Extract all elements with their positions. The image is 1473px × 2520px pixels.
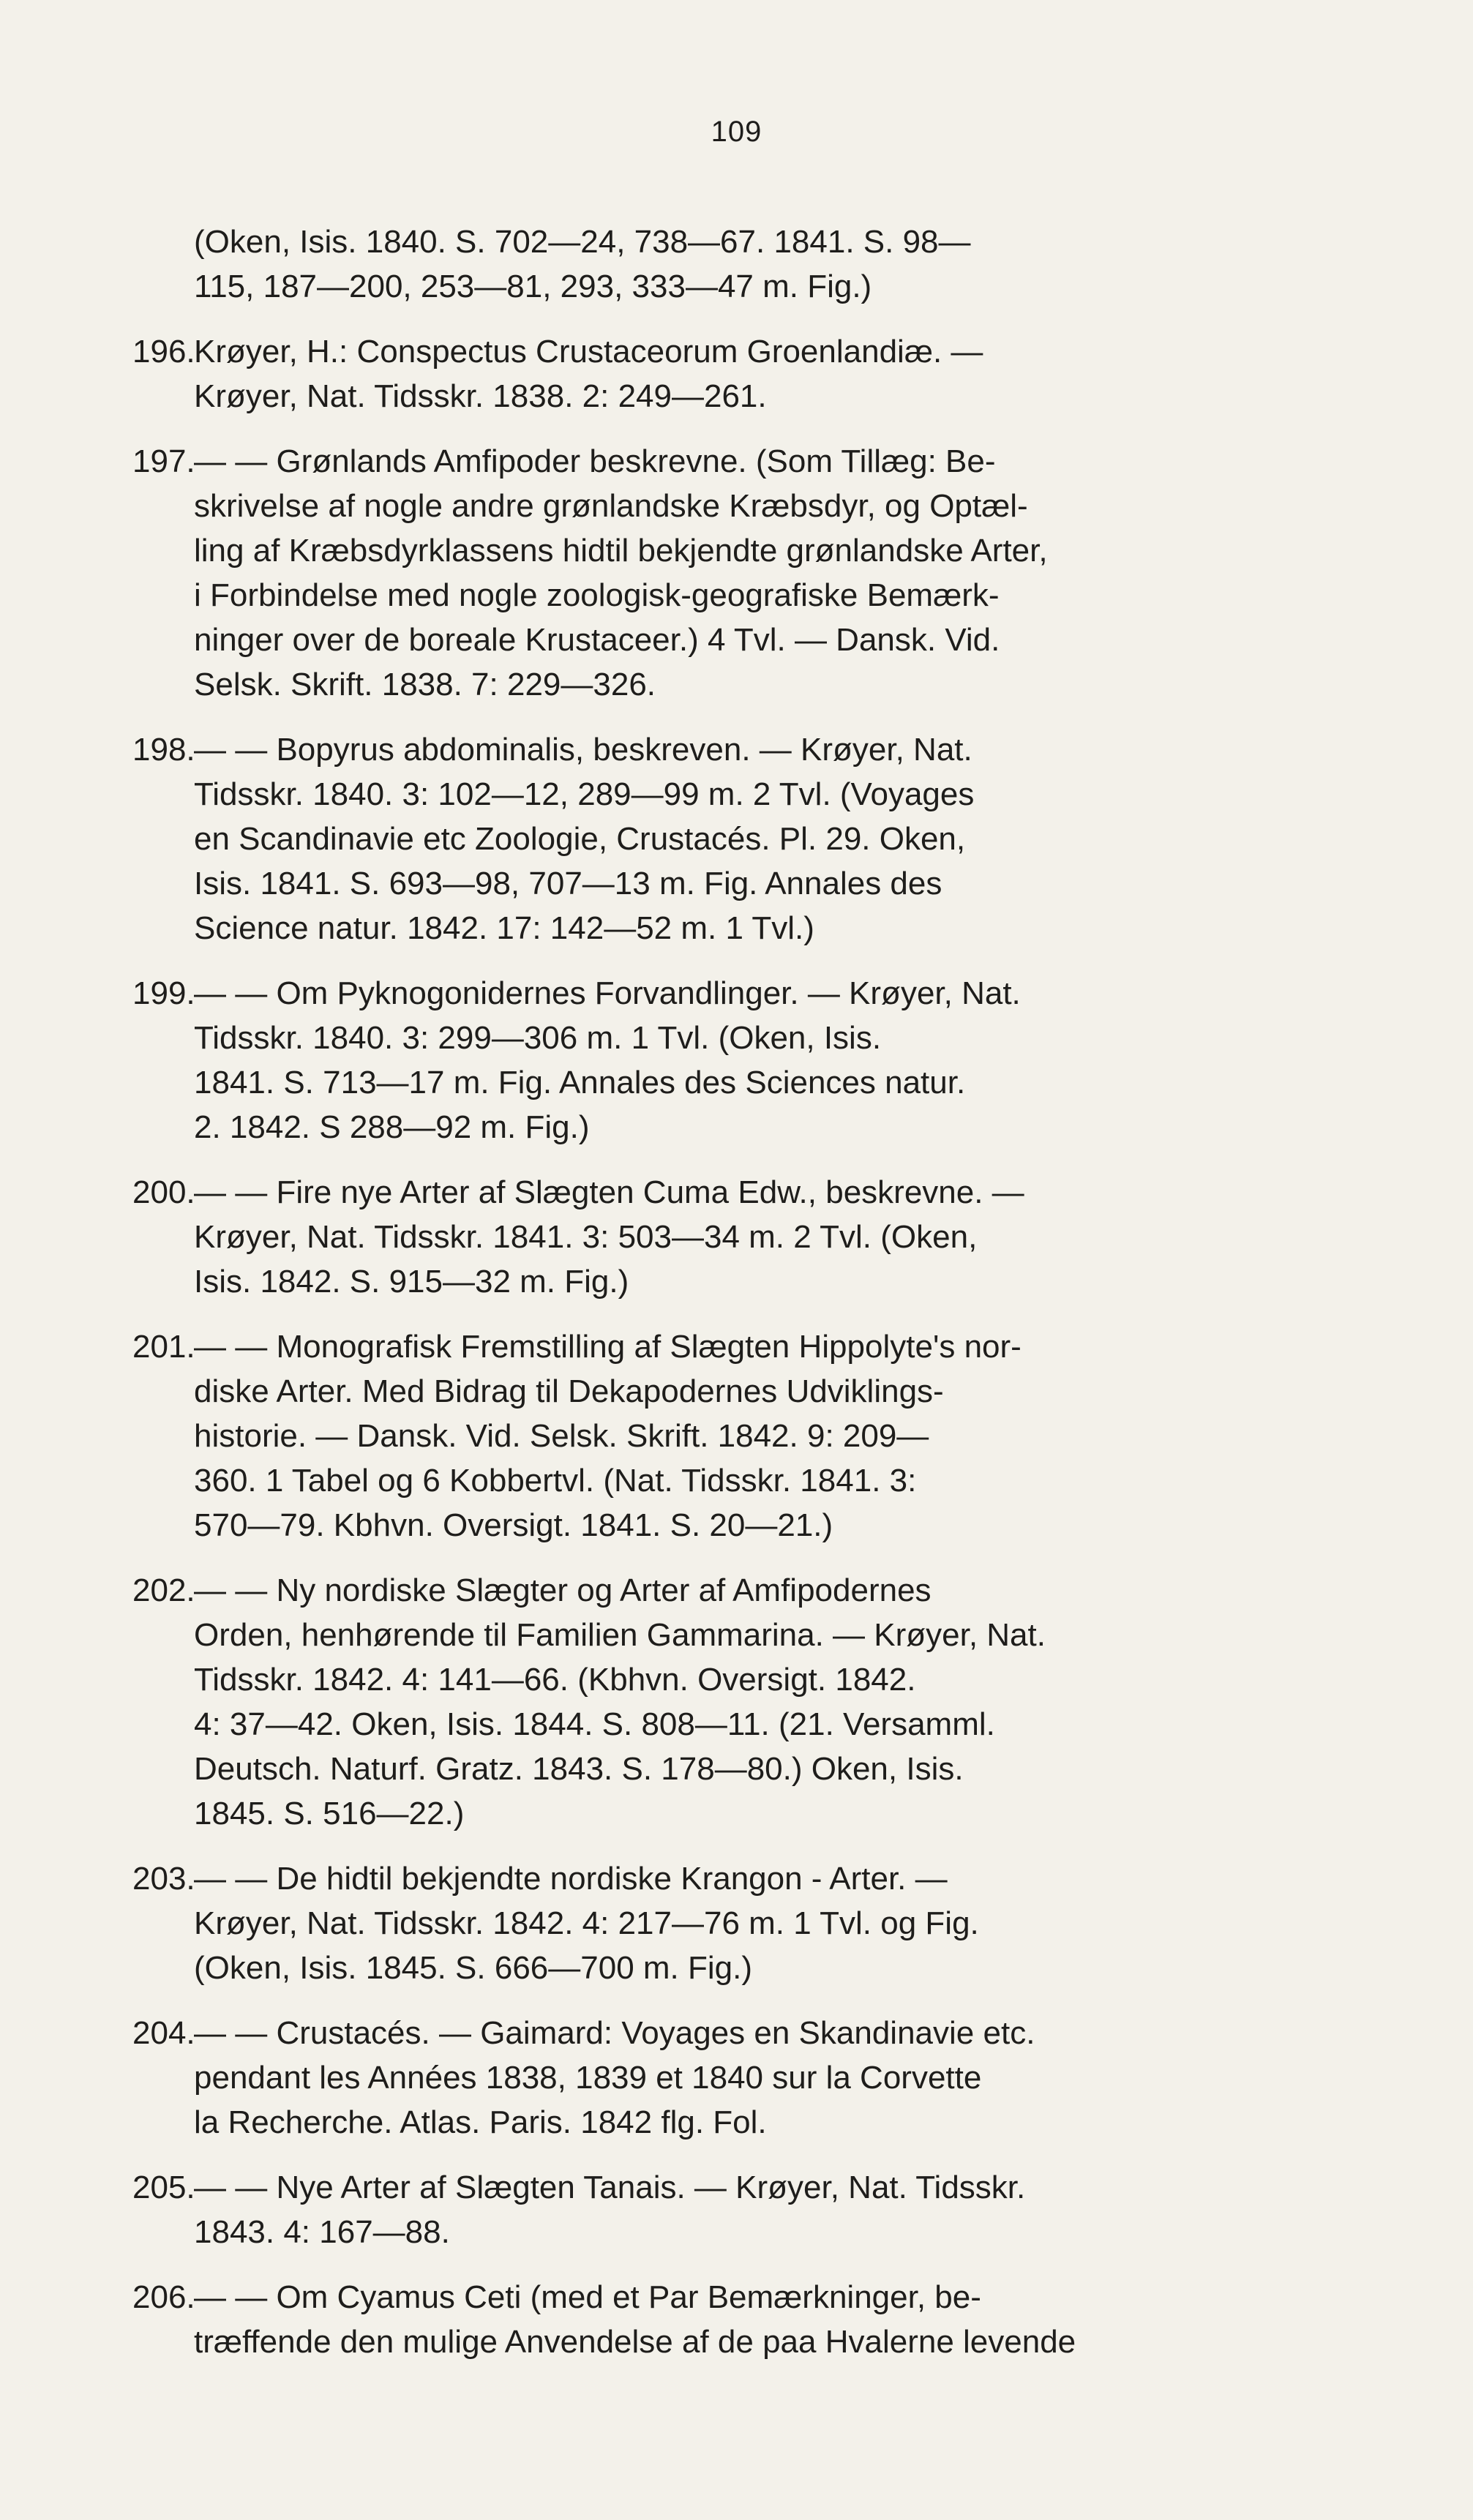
entry-line: 1841. S. 713—17 m. Fig. Annales des Sciences natur. [194, 1065, 966, 1100]
entry-number: 199. [132, 975, 195, 1011]
bibliography-list [132, 220, 1268, 2364]
entry-line: la Recherche. Atlas. Paris. 1842 flg. Fol. [194, 2104, 767, 2140]
bibliography-entry [132, 727, 1268, 950]
entry-number: 206. [132, 2279, 195, 2315]
bibliography-entry [132, 1568, 1268, 1836]
bibliography-entry [132, 439, 1268, 707]
entry-line: diske Arter. Med Bidrag til Dekapodernes Udviklings- [194, 1373, 944, 1409]
entry-number: 198. [132, 732, 195, 768]
entry-line: historie. — Dansk. Vid. Selsk. Skrift. 1842. 9: 209— [194, 1418, 929, 1454]
entry-line: (Oken, Isis. 1845. S. 666—700 m. Fig.) [194, 1950, 752, 1986]
bibliography-entry [132, 2275, 1268, 2364]
entry-line: Tidsskr. 1842. 4: 141—66. (Kbhvn. Oversigt. 1842. [194, 1662, 916, 1698]
bibliography-entry [132, 1856, 1268, 1990]
entry-line: 570—79. Kbhvn. Oversigt. 1841. S. 20—21.) [194, 1507, 833, 1543]
entry-line: — — Crustacés. — Gaimard: Voyages en Skandinavie etc. [194, 2015, 1035, 2051]
entry-line: (Oken, Isis. 1840. S. 702—24, 738—67. 1841. S. 98— [194, 224, 971, 260]
entry-number: 196. [132, 334, 195, 370]
entry-line: 4: 37—42. Oken, Isis. 1844. S. 808—11. (21. Versamml. [194, 1706, 995, 1742]
bibliography-entry [132, 329, 1268, 419]
entry-number: 204. [132, 2015, 195, 2051]
entry-line: træffende den mulige Anvendelse af de paa Hvalerne levende [194, 2324, 1076, 2360]
entry-number: 202. [132, 1572, 195, 1608]
entry-line: i Forbindelse med nogle zoologisk-geografiske Bemærk- [194, 577, 1000, 613]
entry-line: — — Monografisk Fremstilling af Slægten Hippolyte's nor- [194, 1329, 1022, 1365]
bibliography-entry [132, 1324, 1268, 1548]
entry-line: — — Om Cyamus Ceti (med et Par Bemærkninger, be- [194, 2279, 981, 2315]
entry-line: Krøyer, Nat. Tidsskr. 1842. 4: 217—76 m. 1 Tvl. og Fig. [194, 1905, 979, 1941]
entry-line: pendant les Années 1838, 1839 et 1840 sur la Corvette [194, 2060, 982, 2096]
entry-line: skrivelse af nogle andre grønlandske Kræbsdyr, og Optæl- [194, 488, 1028, 524]
entry-line: 1845. S. 516—22.) [194, 1796, 465, 1831]
entry-line: — — Om Pyknogonidernes Forvandlinger. — Krøyer, Nat. [194, 975, 1021, 1011]
entry-line: — — De hidtil bekjendte nordiske Krangon - Arter. — [194, 1861, 948, 1897]
entry-line: Krøyer, Nat. Tidsskr. 1841. 3: 503—34 m. 2 Tvl. (Oken, [194, 1219, 978, 1255]
entry-line: ling af Kræbsdyrklassens hidtil bekjendte grønlandske Arter, [194, 533, 1048, 569]
entry-line: Krøyer, Nat. Tidsskr. 1838. 2: 249—261. [194, 378, 767, 414]
entry-line: 360. 1 Tabel og 6 Kobbertvl. (Nat. Tidsskr. 1841. 3: [194, 1463, 917, 1499]
entry-line: Isis. 1841. S. 693—98, 707—13 m. Fig. Annales des [194, 866, 942, 901]
bibliography-entry [132, 2011, 1268, 2145]
entry-line: Science natur. 1842. 17: 142—52 m. 1 Tvl.) [194, 910, 814, 946]
entry-line: Tidsskr. 1840. 3: 299—306 m. 1 Tvl. (Oken, Isis. [194, 1020, 882, 1056]
entry-line: Isis. 1842. S. 915—32 m. Fig.) [194, 1264, 629, 1300]
entry-line: Tidsskr. 1840. 3: 102—12, 289—99 m. 2 Tvl. (Voyages [194, 776, 975, 812]
entry-line: Selsk. Skrift. 1838. 7: 229—326. [194, 667, 656, 702]
entry-line: Deutsch. Naturf. Gratz. 1843. S. 178—80.) Oken, Isis. [194, 1751, 964, 1787]
entry-line: — — Ny nordiske Slægter og Arter af Amfipodernes [194, 1572, 932, 1608]
entry-line: — — Nye Arter af Slægten Tanais. — Krøyer, Nat. Tidsskr. [194, 2170, 1026, 2205]
bibliography-entry [132, 1170, 1268, 1304]
bibliography-entry [132, 971, 1268, 1150]
entry-line: 1843. 4: 167—88. [194, 2214, 450, 2250]
entry-number: 197. [132, 443, 195, 479]
entry-number: 201. [132, 1329, 195, 1365]
entry-line: en Scandinavie etc Zoologie, Crustacés. Pl. 29. Oken, [194, 821, 966, 857]
entry-line: Krøyer, H.: Conspectus Crustaceorum Groenlandiæ. — [194, 334, 983, 370]
entry-line: ninger over de boreale Krustaceer.) 4 Tvl. — Dansk. Vid. [194, 622, 1000, 658]
entry-number: 203. [132, 1861, 195, 1897]
entry-line: — — Grønlands Amfipoder beskrevne. (Som Tillæg: Be- [194, 443, 996, 479]
entry-line: 2. 1842. S 288—92 m. Fig.) [194, 1109, 590, 1145]
bibliography-entry [132, 2165, 1268, 2254]
entry-line: — — Bopyrus abdominalis, beskreven. — Krøyer, Nat. [194, 732, 972, 768]
entry-number: 200. [132, 1174, 195, 1210]
page-number: 109 [711, 116, 762, 148]
entry-line: — — Fire nye Arter af Slægten Cuma Edw., beskrevne. — [194, 1174, 1024, 1210]
entry-line: Orden, henhørende til Familien Gammarina. — Krøyer, Nat. [194, 1617, 1046, 1653]
entry-number: 205. [132, 2170, 195, 2205]
entry-line: 115, 187—200, 253—81, 293, 333—47 m. Fig.) [194, 269, 872, 304]
bibliography-entry [194, 220, 1268, 309]
